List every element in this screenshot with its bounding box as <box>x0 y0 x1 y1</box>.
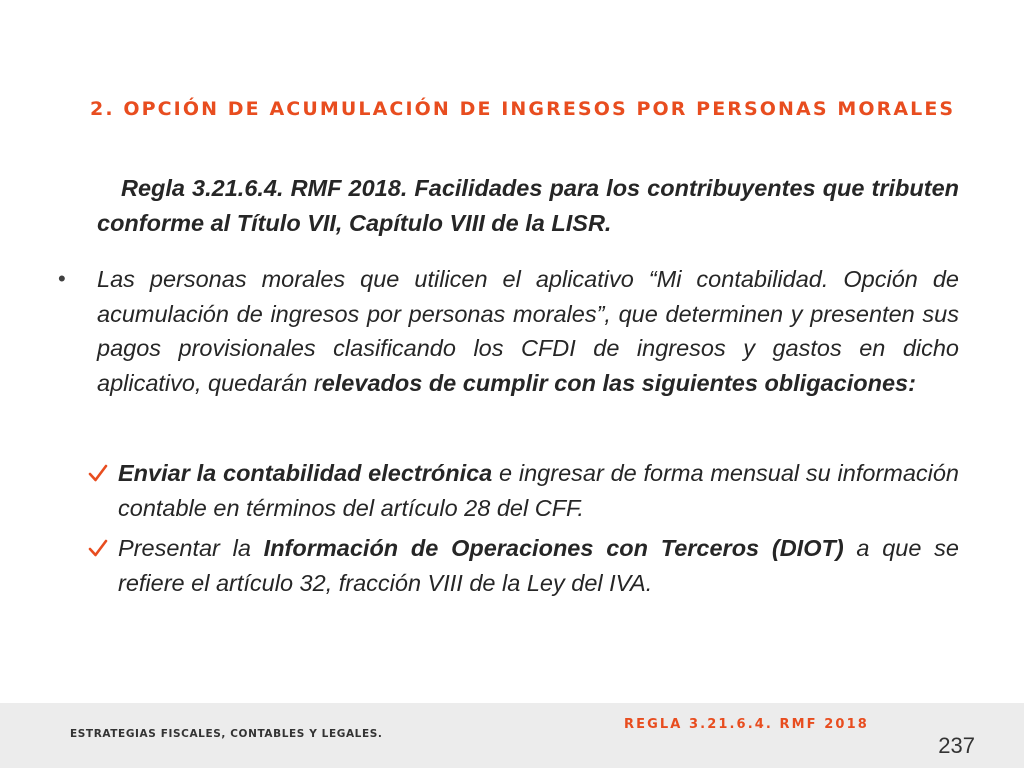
check-item-pre: Presentar la <box>118 535 264 561</box>
bullet-icon: • <box>58 266 66 291</box>
page-number: 237 <box>938 733 975 758</box>
footer-company-text: ESTRATEGIAS FISCALES, CONTABLES Y LEGALES. <box>70 728 383 740</box>
bullet-text-bold: elevados de cumplir con las siguientes obligaciones: <box>321 369 916 396</box>
bullet-text <box>97 262 959 400</box>
footer-bar <box>0 703 1024 768</box>
rule-heading: Regla 3.21.6.4. RMF 2018. Facilidades para los contribuyentes que tributen conforme al Título VII, Capítulo VIII de la LISR. <box>97 175 959 236</box>
check-icon <box>88 538 108 558</box>
check-item-regular: e ingresar de forma mensual su información contable en términos del artículo 28 del CFF. <box>118 460 960 521</box>
footer-rule-reference: REGLA 3.21.6.4. RMF 2018 <box>624 717 869 732</box>
check-item-text <box>118 531 959 600</box>
check-item-text <box>118 456 959 525</box>
slide-title: 2. OPCIÓN DE ACUMULACIÓN DE INGRESOS POR PERSONAS MORALES <box>90 98 956 120</box>
check-item-post: a que se refiere el artículo 32, fracción VIII de la Ley del IVA. <box>118 535 959 596</box>
check-icon <box>88 463 108 483</box>
check-item-bold: Enviar la contabilidad electrónica <box>118 460 493 486</box>
check-item-bold: Información de Operaciones con Terceros (DIOT) <box>263 535 844 561</box>
bullet-text-regular: Las personas morales que utilicen el aplicativo “Mi contabilidad. Opción de acumulación de ingresos por personas morales”, que determinen y presenten sus pagos provisionales clasificando los CFDI de ingresos y gastos en dicho aplicativo, quedarán r <box>97 266 959 396</box>
